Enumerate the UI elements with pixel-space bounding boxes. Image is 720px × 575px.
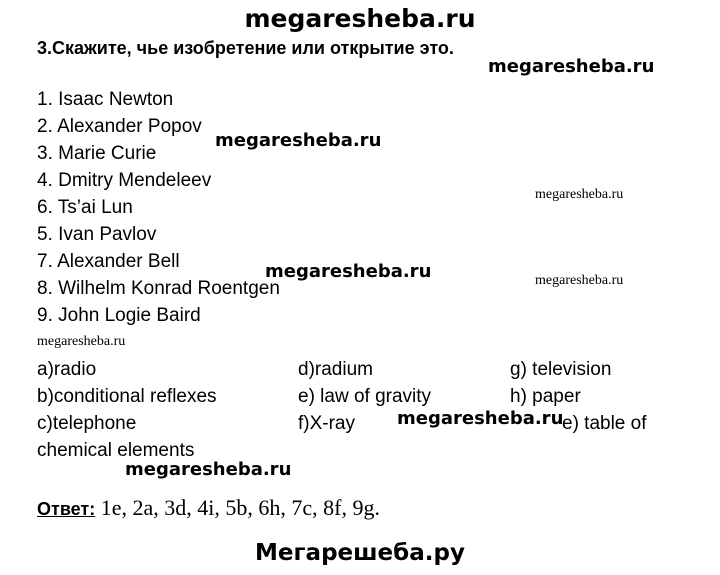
watermark: megaresheba.ru (535, 187, 624, 202)
answer-label: Ответ: (37, 499, 96, 519)
list-item: 2. Alexander Popov (37, 116, 202, 137)
answer-line (37, 495, 380, 521)
watermark: megaresheba.ru (265, 261, 432, 282)
option-d: d)radium (298, 359, 373, 380)
option-i-continued: chemical elements (37, 440, 195, 461)
list-item: 3. Marie Curie (37, 143, 157, 164)
list-item: 1. Isaac Newton (37, 89, 174, 110)
watermark: megaresheba.ru (397, 408, 564, 429)
watermark: megaresheba.ru (488, 56, 655, 77)
option-b: b)conditional reflexes (37, 386, 217, 407)
watermark: megaresheba.ru (535, 273, 624, 288)
watermark: megaresheba.ru (215, 130, 382, 151)
list-item: 6. Ts’ai Lun (37, 197, 133, 218)
list-item: 9. John Logie Baird (37, 305, 201, 326)
watermark: megaresheba.ru (37, 334, 126, 349)
option-a: a)radio (37, 359, 97, 380)
list-item: 7. Alexander Bell (37, 251, 180, 272)
footer-title: Мегарешеба.ру (255, 540, 465, 566)
option-i: e) table of (562, 413, 647, 434)
option-f: f)X-ray (298, 413, 355, 434)
answer-text: 1e, 2a, 3d, 4i, 5b, 6h, 7c, 8f, 9g. (100, 495, 380, 520)
list-item: 4. Dmitry Mendeleev (37, 170, 212, 191)
site-title: megaresheba.ru (244, 4, 476, 33)
option-h: h) paper (510, 386, 581, 407)
option-e: e) law of gravity (298, 386, 432, 407)
task-heading: 3.Скажите, чье изобретение или открытие это. (37, 38, 454, 58)
list-item: 5. Ivan Pavlov (37, 224, 157, 245)
list-item: 8. Wilhelm Konrad Roentgen (37, 278, 280, 299)
option-g: g) television (510, 359, 612, 380)
watermark: megaresheba.ru (125, 459, 292, 480)
option-c: c)telephone (37, 413, 137, 434)
